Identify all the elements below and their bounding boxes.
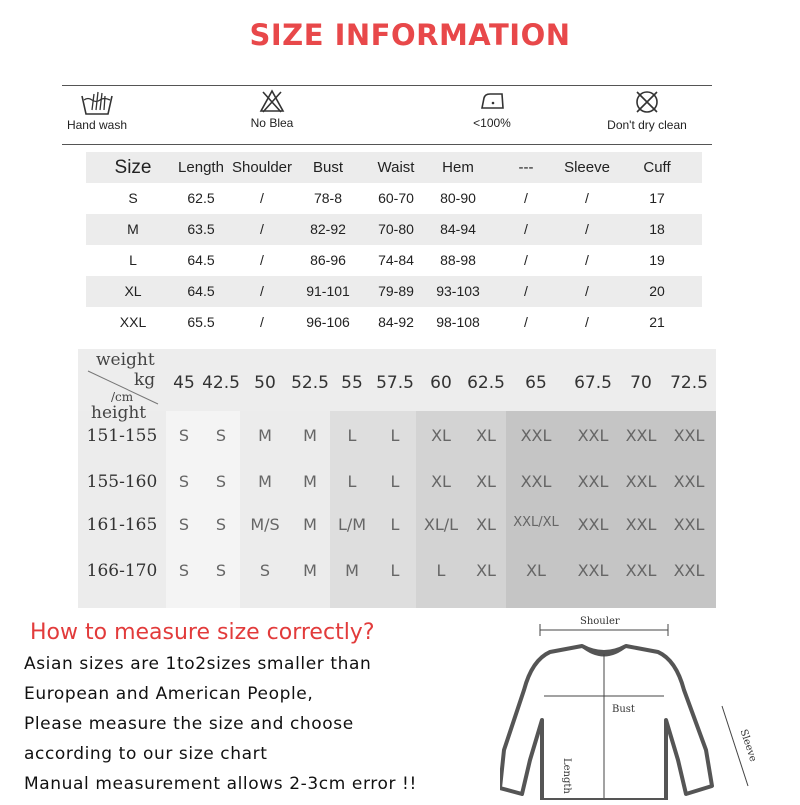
table-cell: / — [260, 252, 264, 268]
care-no-dry-clean — [602, 86, 692, 144]
size-recommendation: M — [258, 472, 272, 491]
size-recommendation: XXL/XL — [513, 515, 559, 530]
table-cell: 17 — [649, 190, 665, 206]
table-cell: 60-70 — [378, 190, 414, 206]
size-recommendation: S — [178, 515, 190, 534]
size-recommendation: XXL — [673, 561, 705, 580]
table-cell: 84-92 — [378, 314, 414, 330]
table-cell: 21 — [649, 314, 665, 330]
weight-header: 52.5 — [291, 373, 329, 393]
care-label: Hand wash — [66, 118, 128, 132]
weight-header: 50 — [254, 373, 276, 393]
table-cell: / — [524, 221, 528, 237]
size-recommendation: M — [258, 426, 272, 445]
size-recommendation: XXL — [577, 561, 609, 580]
size-recommendation: L — [390, 472, 400, 491]
size-recommendation: XXL — [625, 561, 657, 580]
size-recommendation: M/S — [250, 515, 280, 534]
header-cell: Bust — [312, 159, 343, 176]
table-cell: / — [585, 190, 589, 206]
header-cell: Waist — [377, 159, 415, 176]
corner-weight-label: weight — [96, 350, 155, 370]
size-recommendation: L/M — [337, 515, 367, 534]
table-cell: 18 — [649, 221, 665, 237]
corner-kg-label: kg — [134, 370, 156, 390]
size-recommendation: XXL — [577, 426, 609, 445]
measure-note-line: Manual measurement allows 2-3cm error !! — [24, 774, 417, 794]
weight-header: 62.5 — [467, 373, 505, 393]
measure-note-line: Please measure the size and choose — [24, 714, 354, 734]
table-row — [86, 307, 702, 338]
table-cell: / — [524, 190, 528, 206]
table-header-row — [86, 152, 702, 183]
measure-title: How to measure size correctly? — [30, 620, 375, 645]
height-weight-chart — [78, 349, 716, 608]
table-cell: / — [524, 252, 528, 268]
table-cell: 64.5 — [187, 252, 215, 268]
size-recommendation: L — [347, 472, 357, 491]
size-recommendation: M — [303, 515, 317, 534]
measure-note-line: Asian sizes are 1to2sizes smaller than — [24, 654, 372, 674]
table-cell: / — [260, 283, 264, 299]
care-label: Don't dry clean — [607, 118, 687, 132]
measure-note-line: according to our size chart — [24, 744, 268, 764]
garment-measure-diagram — [500, 610, 800, 800]
size-recommendation: M — [303, 472, 317, 491]
measure-note-line: European and American People, — [24, 684, 314, 704]
size-recommendation: S — [178, 472, 190, 491]
weight-header: 65 — [525, 373, 547, 393]
weight-header: 55 — [341, 373, 363, 393]
header-cell: Length — [178, 159, 224, 176]
weight-header: 45 — [173, 373, 195, 393]
care-instructions — [62, 85, 712, 145]
table-cell: 91-101 — [306, 283, 350, 299]
table-cell: M — [127, 221, 139, 237]
header-cell: Shoulder — [231, 159, 293, 176]
height-row-label: 161-165 — [86, 515, 158, 535]
table-cell: 78-8 — [313, 190, 343, 206]
weight-header: 57.5 — [376, 373, 414, 393]
header-cell: Cuff — [643, 159, 671, 176]
table-cell: 62.5 — [187, 190, 215, 206]
table-cell: / — [260, 314, 264, 330]
table-cell: 63.5 — [187, 221, 215, 237]
size-recommendation: L — [390, 426, 400, 445]
table-cell: 65.5 — [187, 314, 215, 330]
size-recommendation: L — [390, 515, 400, 534]
table-cell: 20 — [649, 283, 665, 299]
care-no-bleach — [242, 86, 302, 144]
weight-header: 42.5 — [202, 373, 240, 393]
table-row — [86, 183, 702, 214]
table-cell: 98-108 — [436, 314, 480, 330]
weight-header: 72.5 — [670, 373, 708, 393]
diagram-sleeve-label: Sleeve — [737, 728, 759, 764]
diagram-length-label: Length — [561, 758, 572, 794]
header-cell: Sleeve — [564, 159, 610, 176]
no-dry-clean-icon — [633, 88, 661, 116]
height-row-label: 151-155 — [86, 426, 158, 446]
size-recommendation: XXL — [673, 515, 705, 534]
table-cell: 19 — [649, 252, 665, 268]
table-cell: XL — [124, 283, 142, 299]
size-recommendation: XXL — [673, 472, 705, 491]
table-cell: L — [129, 252, 137, 268]
table-cell: XXL — [119, 314, 147, 330]
table-cell: 70-80 — [378, 221, 414, 237]
corner-cm-label: /cm — [111, 390, 134, 404]
table-cell: / — [585, 314, 589, 330]
table-cell: 80-90 — [440, 190, 476, 206]
size-recommendation: XXL — [625, 472, 657, 491]
table-row — [86, 276, 702, 307]
care-iron — [462, 86, 522, 144]
table-cell: 84-94 — [440, 221, 476, 237]
table-cell: / — [260, 190, 264, 206]
size-recommendation: XL — [476, 561, 496, 580]
size-recommendation: M — [345, 561, 359, 580]
table-cell: 86-96 — [310, 252, 346, 268]
size-recommendation: XXL — [625, 426, 657, 445]
corner-height-label: height — [91, 403, 147, 423]
no-bleach-icon — [258, 88, 286, 114]
weight-header: 60 — [430, 373, 452, 393]
table-cell: / — [524, 283, 528, 299]
size-recommendation: S — [259, 561, 271, 580]
size-recommendation: XL — [526, 561, 546, 580]
table-cell: / — [585, 283, 589, 299]
size-recommendation: M — [303, 426, 317, 445]
page-title: SIZE INFORMATION — [249, 18, 571, 52]
size-recommendation: L — [390, 561, 400, 580]
size-recommendation: XXL — [625, 515, 657, 534]
care-label: <100% — [473, 116, 511, 130]
sweater-outline-icon — [500, 610, 800, 800]
table-cell: / — [260, 221, 264, 237]
height-row-label: 166-170 — [86, 561, 158, 581]
size-recommendation: L — [347, 426, 357, 445]
table-row — [86, 214, 702, 245]
size-recommendation: XL — [476, 515, 496, 534]
size-recommendation: XL — [476, 426, 496, 445]
table-cell: / — [585, 252, 589, 268]
header-cell: Hem — [442, 159, 474, 176]
care-label: No Blea — [250, 116, 294, 130]
size-recommendation: XL — [476, 472, 496, 491]
size-recommendation: XXL — [520, 426, 552, 445]
size-recommendation: S — [215, 515, 227, 534]
table-cell: / — [585, 221, 589, 237]
table-cell: S — [128, 190, 138, 206]
size-recommendation: XL — [431, 426, 451, 445]
table-cell: 64.5 — [187, 283, 215, 299]
weight-header: 70 — [630, 373, 652, 393]
hand-wash-icon — [80, 88, 114, 116]
size-recommendation: XL — [431, 472, 451, 491]
size-recommendation: XXL — [577, 472, 609, 491]
size-recommendation: XXL — [520, 472, 552, 491]
table-row — [86, 245, 702, 276]
header-cell: --- — [518, 159, 534, 176]
size-recommendation: XL/L — [423, 515, 459, 534]
table-cell: 79-89 — [378, 283, 414, 299]
table-cell: 82-92 — [310, 221, 346, 237]
size-recommendation: S — [178, 426, 190, 445]
height-row-label: 155-160 — [86, 472, 158, 492]
care-hand-wash — [62, 86, 132, 144]
size-recommendation: XXL — [673, 426, 705, 445]
size-recommendation: S — [215, 472, 227, 491]
size-recommendation: S — [178, 561, 190, 580]
diagram-bust-label: Bust — [612, 704, 635, 715]
size-recommendation: M — [303, 561, 317, 580]
table-cell: / — [524, 314, 528, 330]
table-cell: 93-103 — [436, 283, 480, 299]
size-recommendation: L — [436, 561, 446, 580]
corner-diagonal — [78, 349, 166, 411]
size-recommendation: S — [215, 426, 227, 445]
table-cell: 88-98 — [440, 252, 476, 268]
size-recommendation: S — [215, 561, 227, 580]
size-recommendation: XXL — [577, 515, 609, 534]
table-cell: 74-84 — [378, 252, 414, 268]
header-cell: Size — [114, 157, 152, 178]
iron-icon — [476, 88, 508, 114]
table-cell: 96-106 — [306, 314, 350, 330]
diagram-shoulder-label: Shouler — [580, 616, 620, 627]
weight-header: 67.5 — [574, 373, 612, 393]
